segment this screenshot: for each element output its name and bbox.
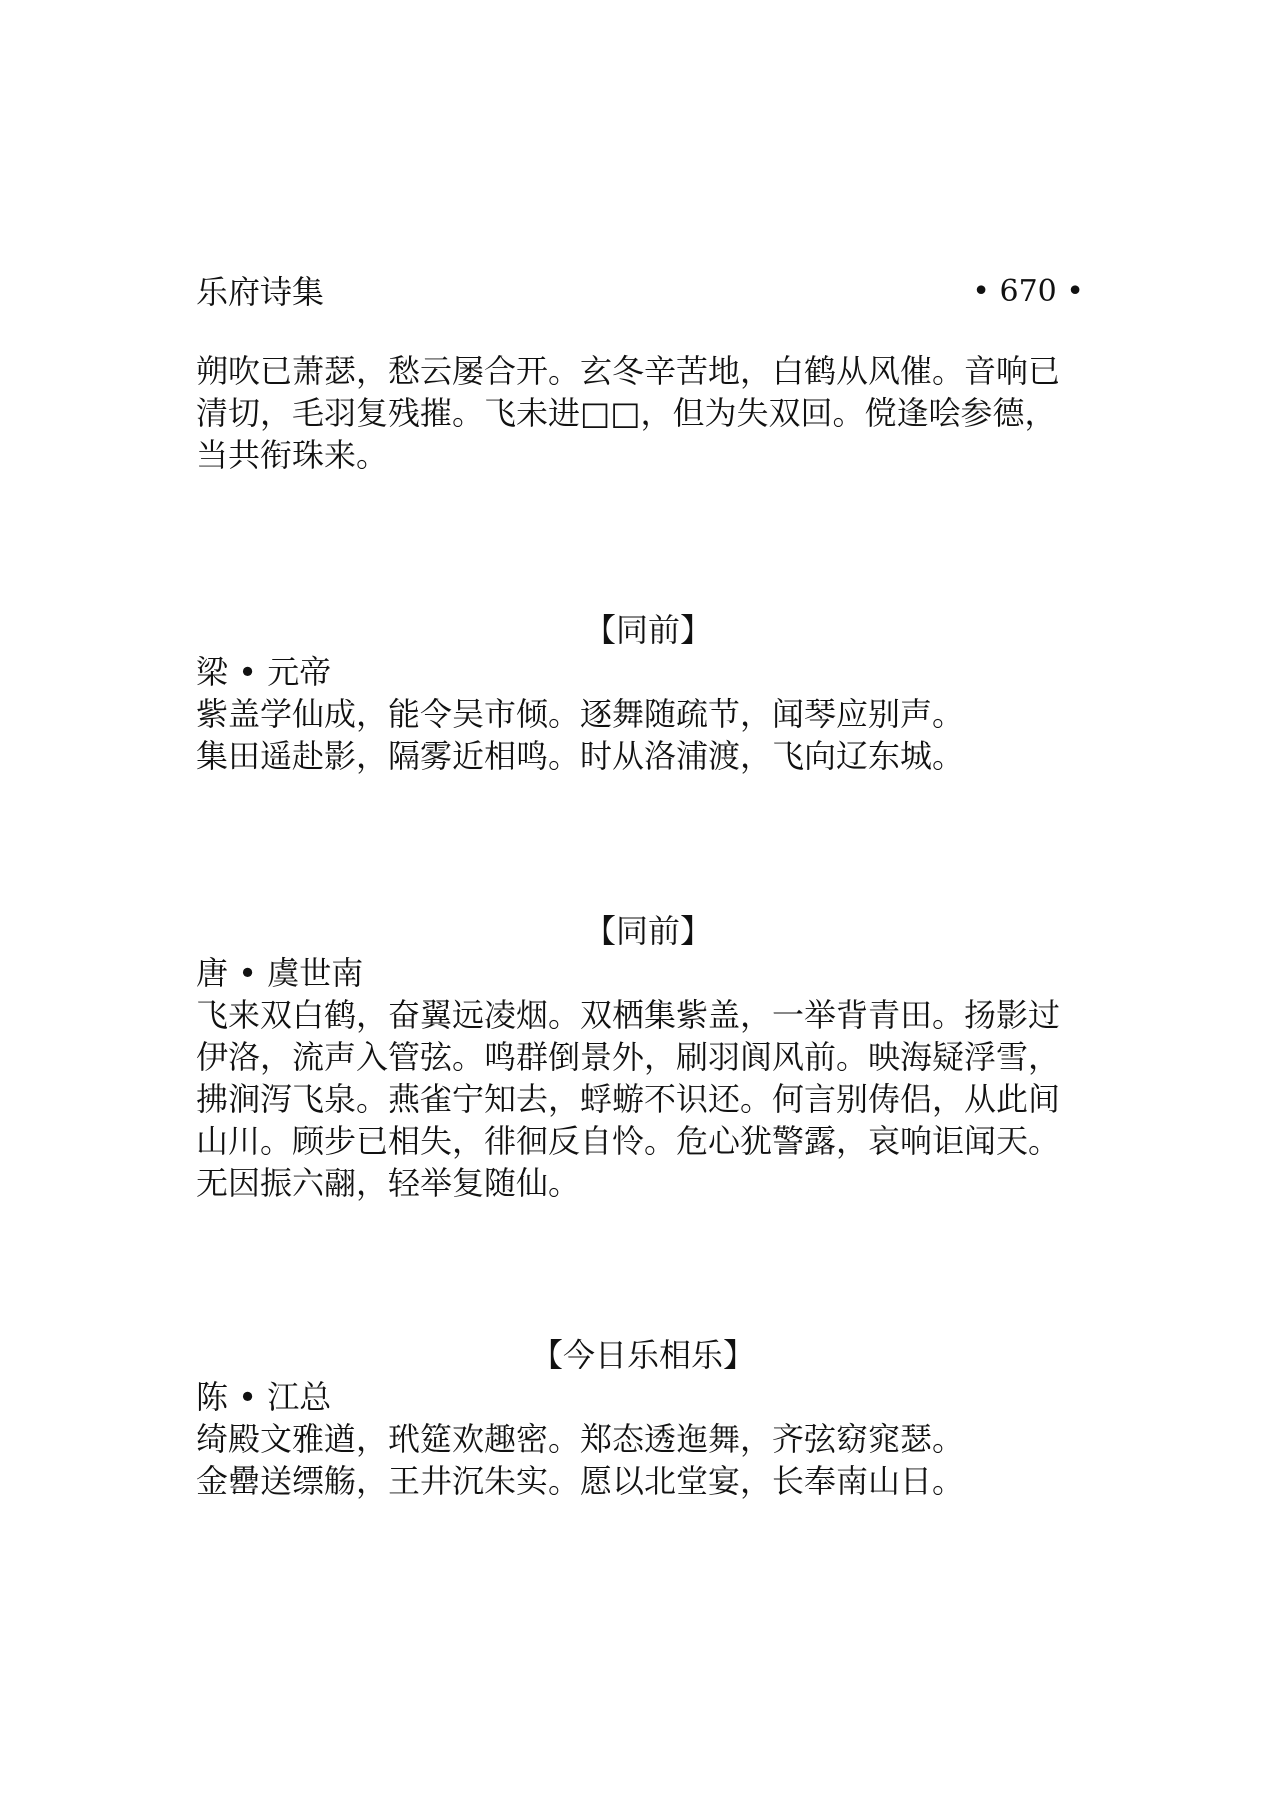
author-name: 梁 • 元帝: [196, 653, 332, 691]
poem-line: 无因振六翮，轻举复随仙。: [196, 1164, 581, 1202]
poem-line: 清切，毛羽复残摧。飞未进□□，但为失双回。傥逢哙参德，: [196, 394, 1057, 432]
poem-line: 拂涧泻飞泉。燕雀宁知去，蜉蝣不识还。何言别俦侣，从此间: [196, 1080, 1061, 1118]
intro-poem: [196, 350, 1096, 476]
poem-line: 山川。顾步已相失，徘徊反自怜。危心犹警露，哀响讵闻天。: [196, 1122, 1061, 1160]
section-title: 【同前】: [584, 912, 713, 950]
poem-section: [196, 651, 1096, 777]
section-title: 【同前】: [584, 611, 713, 649]
poem-section: [196, 1376, 1096, 1502]
section-title: 【今日乐相乐】: [531, 1336, 756, 1374]
book-title: 乐府诗集: [196, 273, 325, 311]
poem-line: 金罍送缥觞，王井沉朱实。愿以北堂宴，长奉南山日。: [196, 1462, 965, 1500]
poem-line: 集田遥赴影，隔雾近相鸣。时从洛浦渡，飞向辽东城。: [196, 737, 965, 775]
author-name: 陈 • 江总: [196, 1378, 332, 1416]
poem-line: 紫盖学仙成，能令吴市倾。逐舞随疏节，闻琴应别声。: [196, 695, 965, 733]
poem-line: 飞来双白鹤，奋翼远凌烟。双栖集紫盖，一举背青田。扬影过: [196, 996, 1061, 1034]
poem-section: [196, 952, 1096, 1204]
poem-line: 伊洛，流声入管弦。鸣群倒景外，刷羽阆风前。映海疑浮雪，: [196, 1038, 1061, 1076]
page-header: [196, 272, 1084, 312]
poem-line: 朔吹已萧瑟，愁云屡合开。玄冬辛苦地，白鹤从风催。音响已: [196, 352, 1061, 390]
page-number: • 670 •: [972, 274, 1084, 309]
poem-line: 绮殿文雅遒，玳筵欢趣密。郑态透迤舞，齐弦窈窕瑟。: [196, 1420, 965, 1458]
poem-line: 当共衔珠来。: [196, 436, 389, 474]
author-name: 唐 • 虞世南: [196, 954, 364, 992]
